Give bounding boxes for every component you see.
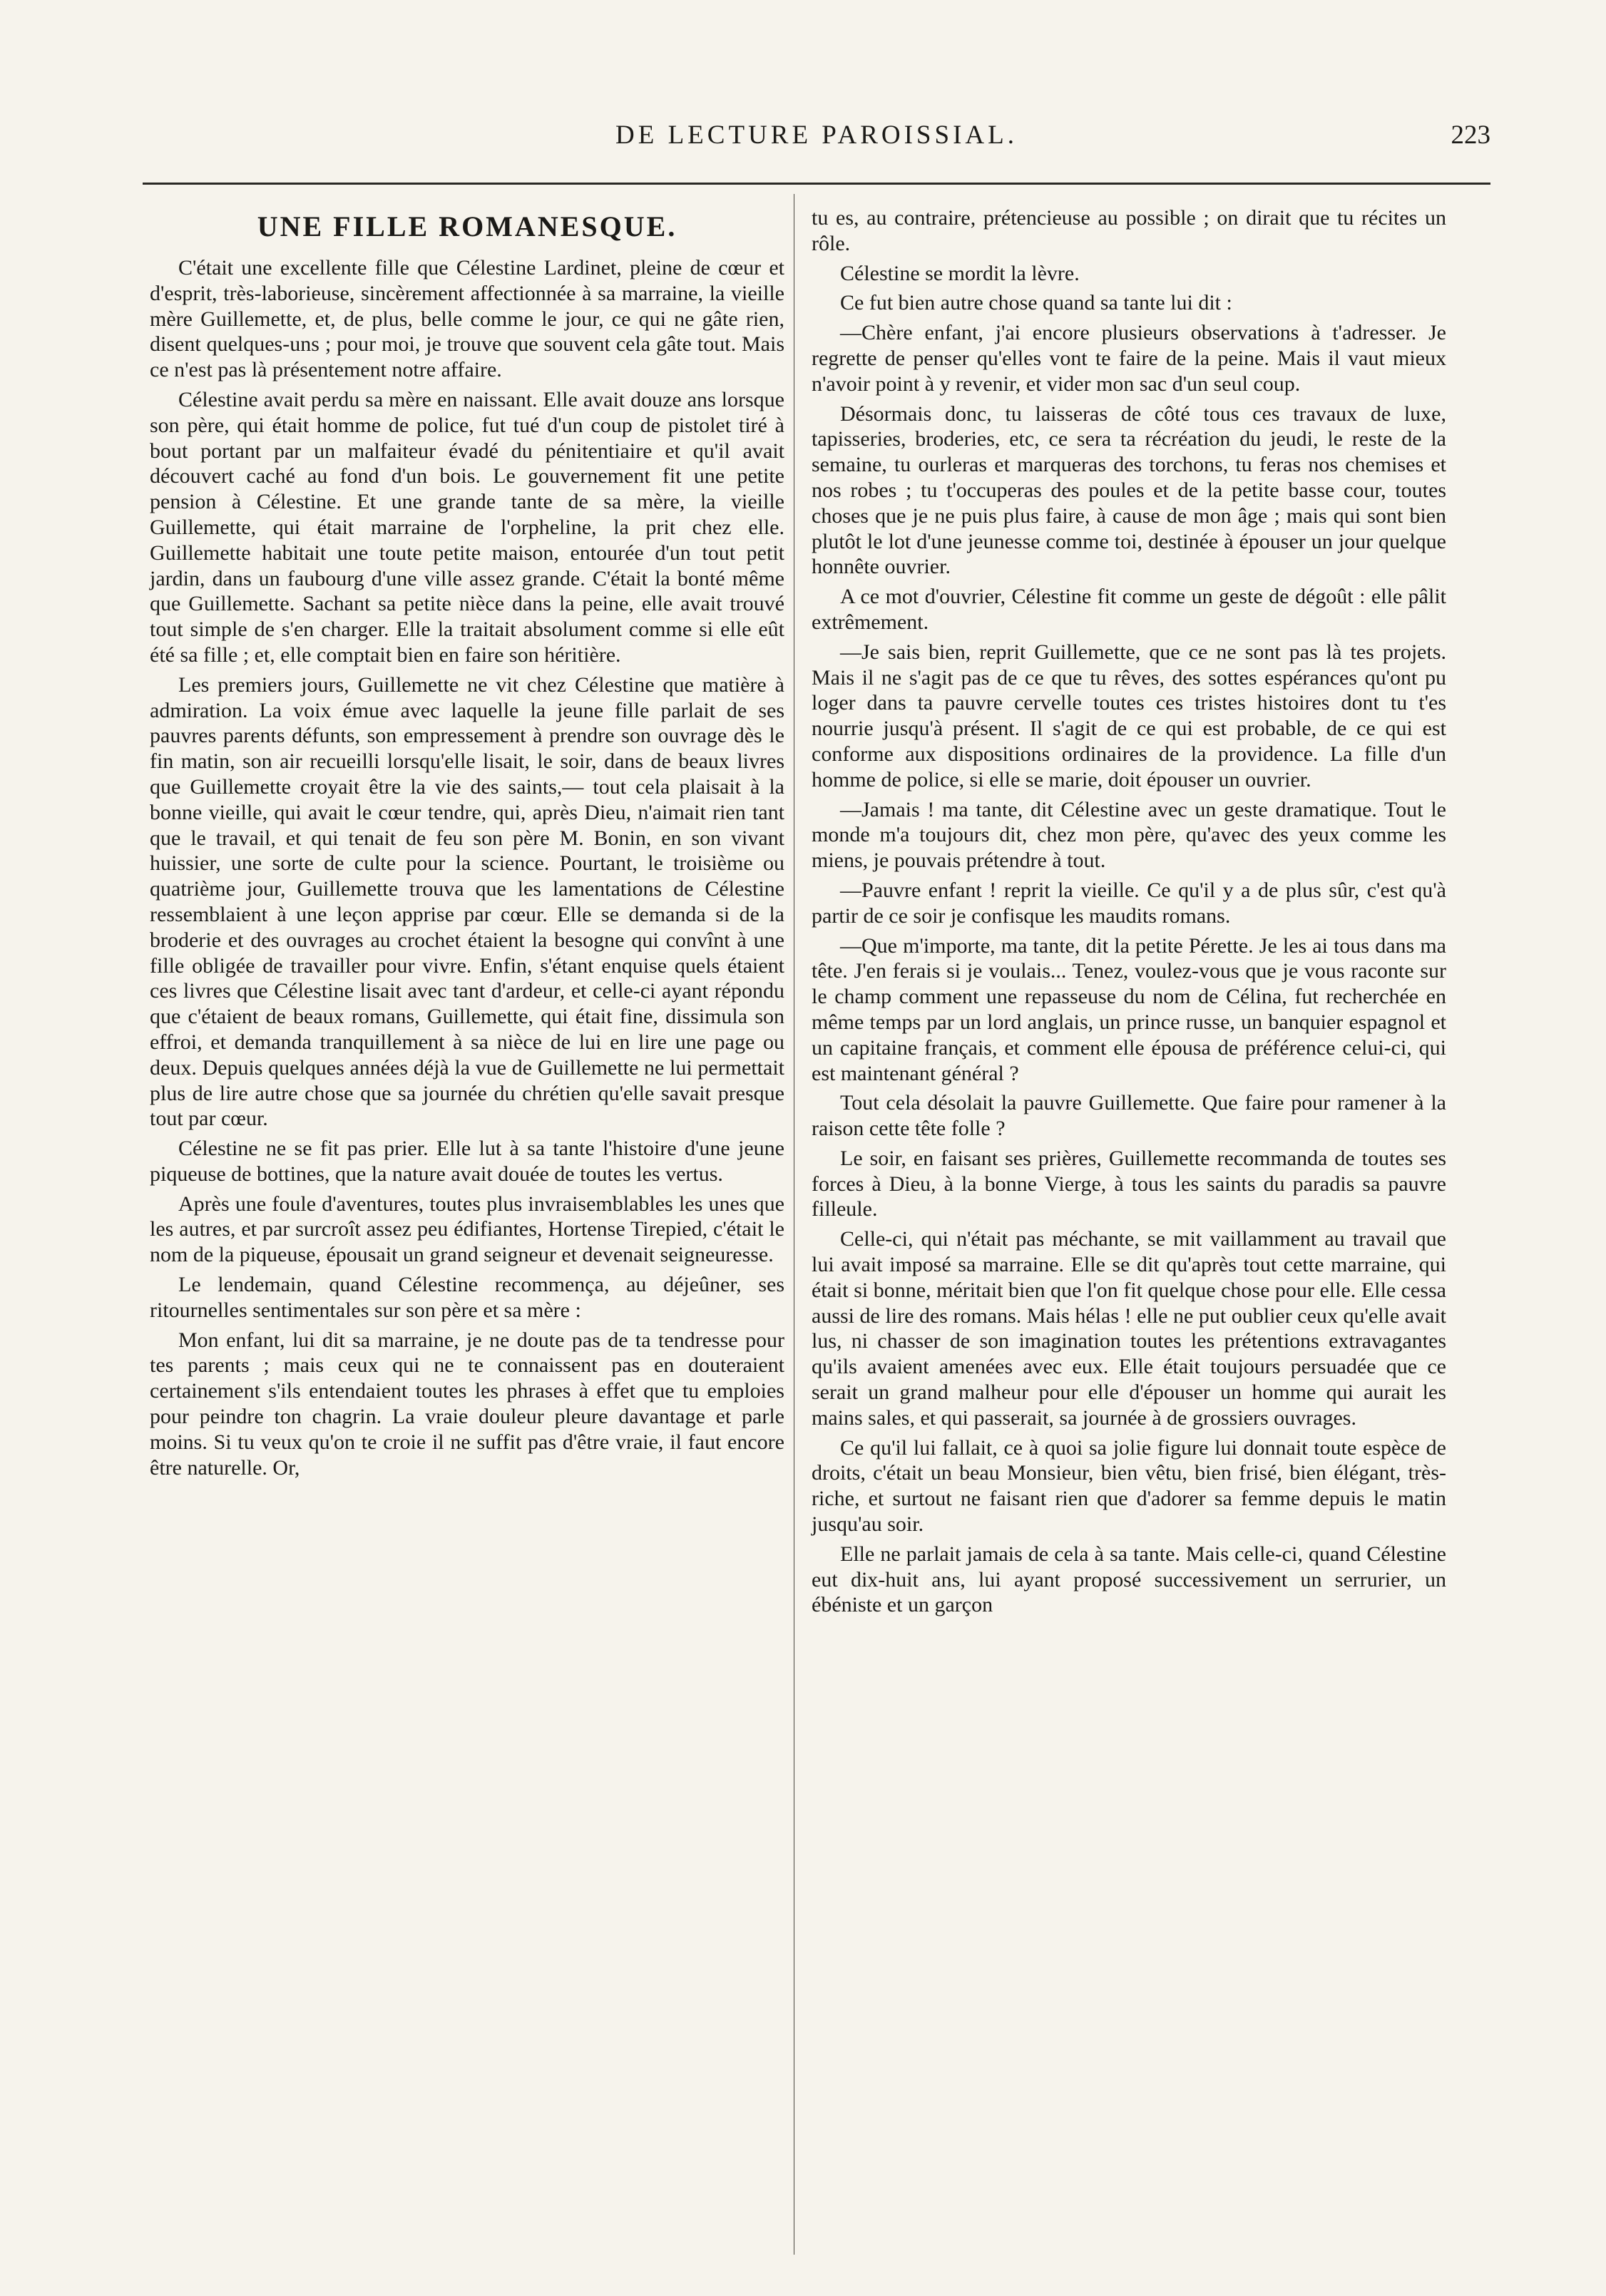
paragraph: Mon enfant, lui dit sa marraine, je ne doute pas de ta tendresse pour tes parents ; mais ceux qui ne te connaissent pas en douteraient certainement s'ils entendaient toutes les phrases à effet que tu emploies pour peindre ton chagrin. La vraie douleur pleure davantage et parle moins. Si tu veux qu'on te croie il ne suffit pas d'être vraie, il faut encore être naturelle. Or, [150,1328,784,1480]
paragraph: —Chère enfant, j'ai encore plusieurs observations à t'adresser. Je regrette de penser qu'elles vont te faire de la peine. Mais il vaut mieux n'avoir point à y revenir, et vider mon sac d'un seul coup. [812,321,1446,396]
page-number: 223 [1451,121,1490,150]
paragraph: Ce qu'il lui fallait, ce à quoi sa jolie figure lui donnait toute espèce de droits, c'était un beau Monsieur, bien vêtu, bien frisé, bien élégant, très-riche, et surtout ne faisant rien que d'adorer sa femme depuis le matin jusqu'au soir. [812,1435,1446,1537]
paragraph: Désormais donc, tu laisseras de côté tous ces travaux de luxe, tapisseries, broderies, etc, ce sera ta récréation du jeudi, le reste de la semaine, tu ourleras et marqueras des torchons, tu feras nos chemises et nos robes ; tu t'occuperas des poules et de la petite basse cour, toutes choses que je ne puis plus faire, à cause de mon âge ; mais qui sont bien plutôt le lot d'une jeunesse comme toi, destinée à épouser un jour quelque honnête ouvrier. [812,401,1446,579]
paragraph-continued: tu es, au contraire, prétencieuse au possible ; on dirait que tu récites un rôle. [812,206,1446,255]
paragraph: Tout cela désolait la pauvre Guillemette. Que faire pour ramener à la raison cette tête folle ? [812,1091,1446,1141]
running-head [143,120,1490,163]
paragraph: Célestine ne se fit pas prier. Elle lut à sa tante l'histoire d'une jeune piqueuse de bottines, que la nature avait douée de toutes les vertus. [150,1137,784,1186]
left-column [150,205,784,1485]
paragraph: Le lendemain, quand Célestine recommença, au déjeûner, ses ritournelles sentimentales sur son père et sa mère : [150,1273,784,1322]
paragraph: Célestine se mordit la lèvre. [840,261,1080,285]
paragraph: Le soir, en faisant ses prières, Guillemette recommanda de toutes ses forces à Dieu, à la bonne Vierge, à tous les saints du paradis sa pauvre filleule. [812,1146,1446,1221]
right-column [812,205,1446,1622]
paragraph: —Je sais bien, reprit Guillemette, que ce ne sont pas là tes projets. Mais il ne s'agit pas de ce que tu rêves, des sottes espérances qu'ont pu loger dans ta pauvre cervelle toutes ces tristes histoires dont tu t'es nourrie jusqu'à présent. Il s'agit de ce qui est probable, de ce qui est conforme aux dispositions ordinaires de la providence. La fille d'un homme de police, si elle se marie, doit épouser un ouvrier. [812,640,1446,791]
paragraph: Célestine avait perdu sa mère en naissant. Elle avait douze ans lorsque son père, qui était homme de police, fut tué d'un coup de pistolet tiré à bout portant par un malfaiteur évadé du pénitentiaire et qu'il avait découvert caché au fond d'un bois. Le gouvernement fit une petite pension à Célestine. Et une grande tante de sa mère, la vieille Guillemette, qui était marraine de l'orpheline, la prit chez elle. Guillemette habitait une toute petite maison, entourée d'un tout petit jardin, dans un faubourg d'une ville assez grande. C'était la bonté même que Guillemette. Sachant sa petite nièce dans la peine, elle avait trouvé tout simple de s'en charger. Elle la traitait absolument comme si elle eût été sa fille ; et, elle comptait bien en faire son héritière. [150,387,784,667]
paragraph: Ce fut bien autre chose quand sa tante lui dit : [840,291,1232,315]
paragraph: —Pauvre enfant ! reprit la vieille. Ce qu'il y a de plus sûr, c'est qu'à partir de ce soir je confisque les maudits romans. [812,878,1446,928]
paragraph: Celle-ci, qui n'était pas méchante, se mit vaillamment au travail que lui avait imposé sa marraine. Elle se dit qu'après tout cette marraine, qui était si bonne, méritait bien que l'on fit quelque chose pour elle. Elle cessa aussi de lire des romans. Mais hélas ! elle ne put oublier ceux qu'elle avait lus, ni chasser de son imagination toutes les prétentions extravagantes qu'ils avaient amenées avec eux. Elle était toujours persuadée que ce serait un grand malheur pour elle d'épouser un homme qui aurait les mains sales, et qui passerait, sa journée à de grossiers ouvrages. [812,1227,1446,1430]
paragraph: C'était une excellente fille que Célestine Lardinet, pleine de cœur et d'esprit, très-laborieuse, sincèrement affectionnée à sa marraine, la vieille mère Guillemette, et, de plus, belle comme le jour, ce qui ne gâte rien, disent quelques-uns ; pour moi, je trouve que souvent cela gâte tout. Mais ce n'est pas là présentement notre affaire. [150,256,784,382]
paragraph: A ce mot d'ouvrier, Célestine fit comme un geste de dégoût : elle pâlit extrêmement. [812,585,1446,634]
article-title: UNE FILLE ROMANESQUE. [257,210,677,242]
paragraph: —Que m'importe, ma tante, dit la petite Pérette. Je les ai tous dans ma tête. J'en ferais si je voulais... Tenez, voulez-vous que je vous raconte sur le champ comment une repasseuse du nom de Célina, fut recherchée en même temps par un lord anglais, un prince russe, un banquier espagnol et un capitaine français, et comment elle épousa de préférence celui-ci, qui est maintenant général ? [812,933,1446,1085]
paragraph: Les premiers jours, Guillemette ne vit chez Célestine que matière à admiration. La voix émue avec laquelle la jeune fille parlait de ses pauvres parents défunts, son empressement à prendre son ouvrage dès le fin matin, son air recueilli lorsqu'elle lisait, le soir, dans de beaux livres que Guillemette croyait être la vie des saints,— tout cela plaisait à la bonne vieille, qui avait le cœur tendre, qui, après Dieu, n'aimait rien tant que le travail, et qui tenait de feu son père M. Bonin, en son vivant huissier, une sorte de culte pour la science. Pourtant, le troisième ou quatrième jour, Guillemette trouva que les lamentations de Célestine ressemblaient à une leçon apprise par cœur. Elle se demanda si de la broderie et des ouvrages au crochet étaient la besogne qui convînt à une fille obligée de travailler pour vivre. Enfin, s'étant enquise quels étaient ces livres que Célestine lisait avec tant d'ardeur, et celle-ci ayant répondu que c'étaient de beaux romans, Guillemette, qui était fine, dissimula son effroi, et demanda tranquillement à sa nièce de lui en lire une page ou deux. Depuis quelques années déjà la vue de Guillemette ne lui permettait plus de lire autre chose que sa journée du chrétien qu'elle savait presque tout par cœur. [150,672,784,1131]
paragraph: Elle ne parlait jamais de cela à sa tante. Mais celle-ci, quand Célestine eut dix-huit ans, lui ayant proposé successivement un serrurier, un ébéniste et un garçon [812,1542,1446,1617]
header-rule [143,183,1490,185]
running-title: DE LECTURE PAROISSIAL. [615,121,1018,150]
paragraph: Après une foule d'aventures, toutes plus invraisemblables les unes que les autres, et par surcroît assez peu édifiantes, Hortense Tirepied, c'était le nom de la piqueuse, épousait un grand seigneur et devenait seigneuresse. [150,1191,784,1267]
paragraph: —Jamais ! ma tante, dit Célestine avec un geste dramatique. Tout le monde m'a toujours dit, chez mon père, qu'avec des yeux comme les miens, je pouvais prétendre à tout. [812,797,1446,873]
